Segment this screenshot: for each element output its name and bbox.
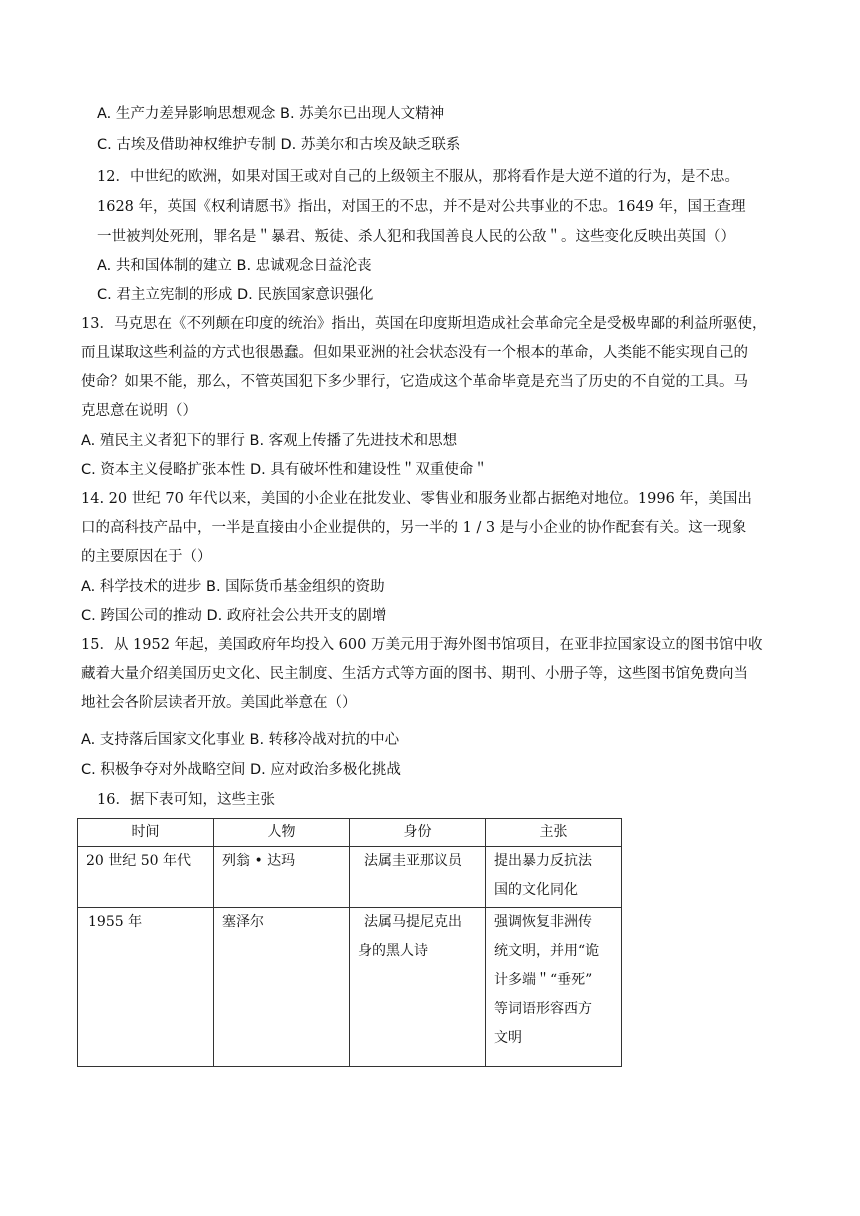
q13-stem-line4: 克思意在说明（） [81, 403, 197, 419]
q13-options-cd: C. 资本主义侵略扩张本性 D. 具有破坏性和建设性＂双重使命＂ [81, 462, 488, 478]
q13-options-ab: A. 殖民主义者犯下的罪行 B. 客观上传播了先进技术和思想 [81, 433, 458, 449]
table-cell-identity: 法属圭亚那议员 [350, 847, 486, 908]
q11-options-ab: A. 生产力差异影响思想观念 B. 苏美尔已出现人文精神 [97, 106, 445, 122]
q12-options-ab: A. 共和国体制的建立 B. 忠诚观念日益沦丧 [97, 258, 372, 274]
claim-line: 国的文化同化 [494, 882, 578, 898]
q12-options-cd: C. 君主立宪制的形成 D. 民族国家意识强化 [97, 287, 374, 303]
claim-line: 等词语形容西方 [494, 1001, 592, 1017]
q14-options-ab: A. 科学技术的进步 B. 国际货币基金组织的资助 [81, 579, 385, 595]
table-header-row [78, 819, 622, 847]
q14-stem-line1: 14. 20 世纪 70 年代以来，美国的小企业在批发业、零售业和服务业都占据绝对地位。1996 年，美国出 [81, 491, 752, 507]
claim-line: 强调恢复非洲传 [494, 914, 592, 930]
q14-options-cd: C. 跨国公司的推动 D. 政府社会公共开支的剧增 [81, 608, 387, 624]
q14-stem-line3: 的主要原因在于（） [81, 549, 212, 565]
table-cell-claim [486, 908, 622, 1067]
q11-options-cd: C. 古埃及借助神权维护专制 D. 苏美尔和古埃及缺乏联系 [97, 137, 461, 153]
q13-stem-line3: 使命？如果不能，那么，不管英国犯下多少罪行，它造成这个革命毕竟是充当了历史的不自觉的工具。马 [81, 374, 748, 390]
q15-stem-line2: 藏着大量介绍美国历史文化、民主制度、生活方式等方面的图书、期刊、小册子等，这些图书馆免费向当 [81, 666, 748, 682]
claim-line: 计多端＂“垂死” [494, 972, 593, 988]
identity-line: 身的黑人诗 [358, 943, 428, 959]
table-cell-identity [350, 908, 486, 1067]
claim-line: 统文明，并用“诡 [494, 943, 600, 959]
q14-stem-line2: 口的高科技产品中，一半是直接由小企业提供的，另一半的 1 / 3 是与小企业的协作配套有关。这一现象 [81, 520, 747, 536]
table-cell-time: 20 世纪 50 年代 [78, 847, 214, 908]
q12-stem-line3: 一世被判处死刑，罪名是＂暴君、叛徒、杀人犯和我国善良人民的公敌＂。这些变化反映出英国（） [97, 229, 735, 245]
q15-stem-line1: 15．从 1952 年起，美国政府年均投入 600 万美元用于海外图书馆项目，在亚非拉国家设立的图书馆中收 [81, 637, 763, 653]
table-cell-time: 1955 年 [78, 908, 214, 1067]
q12-stem-line2: 1628 年，英国《权利请愿书》指出，对国王的不忠，并不是对公共事业的不忠。1649 年，国王查理 [97, 199, 746, 215]
table-header-identity: 身份 [350, 819, 486, 847]
q15-options-ab: A. 支持落后国家文化事业 B. 转移冷战对抗的中心 [81, 732, 400, 748]
q16-table [77, 818, 622, 1067]
q15-stem-line3: 地社会各阶层读者开放。美国此举意在（） [81, 695, 357, 711]
table-row [78, 908, 622, 1067]
q13-stem-line2: 而且谋取这些利益的方式也很愚蠢。但如果亚洲的社会状态没有一个根本的革命，人类能不能实现自己的 [81, 345, 748, 361]
table-header-person: 人物 [214, 819, 350, 847]
table-cell-person: 塞泽尔 [214, 908, 350, 1067]
q15-options-cd: C. 积极争夺对外战略空间 D. 应对政治多极化挑战 [81, 762, 401, 778]
identity-line: 法属马提尼克出 [364, 914, 462, 930]
q13-stem-line1: 13．马克思在《不列颠在印度的统治》指出，英国在印度斯坦造成社会革命完全是受极卑鄙的利益所驱使， [81, 316, 767, 332]
table-header-time: 时间 [78, 819, 214, 847]
q16-stem: 16．据下表可知，这些主张 [97, 792, 275, 808]
table-header-claim: 主张 [486, 819, 622, 847]
table-row [78, 847, 622, 908]
claim-line: 提出暴力反抗法 [494, 853, 592, 869]
claim-line: 文明 [494, 1030, 522, 1046]
table-cell-person: 列翁 • 达玛 [214, 847, 350, 908]
table-cell-claim [486, 847, 622, 908]
q12-stem-line1: 12．中世纪的欧洲，如果对国王或对自己的上级领主不服从，那将看作是大逆不道的行为，是不忠。 [97, 169, 739, 185]
